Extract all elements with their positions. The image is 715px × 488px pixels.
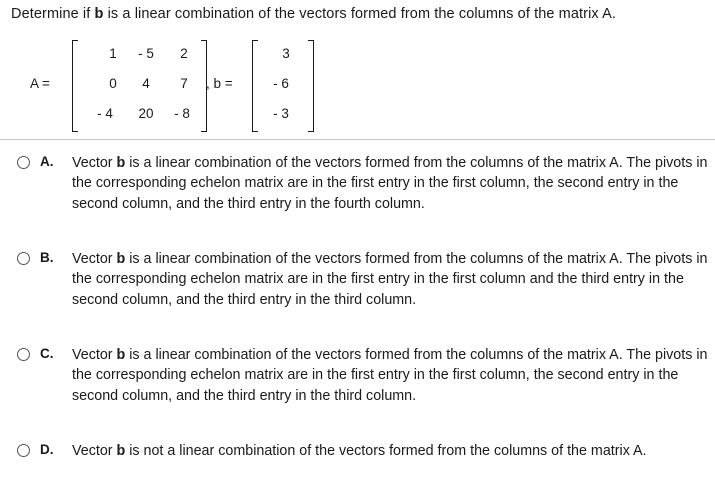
- option-text-bold: b: [116, 251, 126, 267]
- radio-button[interactable]: [17, 252, 30, 265]
- option-letter: A.: [40, 154, 54, 169]
- vector-b-right-bracket: [308, 40, 314, 132]
- question-suffix: is a linear combination of the vectors formed from the columns of the matrix A.: [103, 6, 616, 22]
- option-text-pre: Vector: [72, 155, 117, 171]
- option-letter: B.: [40, 250, 54, 265]
- matrix-a-cell: 20: [138, 106, 154, 121]
- vector-b-cell: - 6: [273, 76, 289, 91]
- radio-button[interactable]: [17, 444, 30, 457]
- option-c[interactable]: [14, 346, 708, 429]
- matrix-a-cell: - 4: [97, 106, 113, 121]
- radio-button[interactable]: [17, 156, 30, 169]
- matrix-a-cell: 0: [109, 76, 117, 91]
- option-a[interactable]: [14, 154, 708, 237]
- option-d[interactable]: [14, 443, 704, 485]
- option-text-bold: b: [116, 347, 126, 363]
- matrix-a-cell: - 8: [174, 106, 190, 121]
- radio-button[interactable]: [17, 348, 30, 361]
- option-text-body: is not a linear combination of the vectors formed from the columns of the matrix A.: [125, 443, 647, 459]
- question-bold-var: b: [94, 6, 104, 22]
- matrix-a-cell: 1: [109, 46, 117, 61]
- option-text-body: is a linear combination of the vectors formed from the columns of the matrix A. The pivots in the corresponding echelon matrix are in the first entry in the first column and the third entry in the second column, and the third entry in the third column.: [72, 251, 708, 308]
- question-prefix: Determine if: [11, 6, 95, 22]
- option-text-body: is a linear combination of the vectors formed from the columns of the matrix A. The pivots in the corresponding echelon matrix are in the first entry in the first column, the second entry in the second column, and the third entry in the third column.: [72, 347, 708, 404]
- matrix-a-cell: 7: [180, 76, 188, 91]
- option-text-bold: b: [116, 155, 126, 171]
- option-text: [72, 345, 708, 406]
- matrix-a-cell: 2: [180, 46, 188, 61]
- vector-b-cell: - 3: [273, 106, 289, 121]
- matrix-a-cell: 4: [142, 76, 150, 91]
- option-text: [72, 441, 708, 461]
- divider-line: [0, 139, 715, 140]
- option-text-pre: Vector: [72, 251, 117, 267]
- matrix-a-cell: - 5: [138, 46, 154, 61]
- option-text: [72, 249, 708, 310]
- vector-b-left-bracket: [252, 40, 258, 132]
- option-letter: C.: [40, 346, 54, 361]
- option-text: [72, 153, 708, 214]
- vector-b-label: , b =: [206, 76, 233, 91]
- matrix-display: [0, 0, 715, 140]
- vector-b-cell: 3: [282, 46, 290, 61]
- matrix-a-left-bracket: [72, 40, 78, 132]
- option-text-bold: b: [116, 443, 126, 459]
- option-text-pre: Vector: [72, 443, 117, 459]
- option-text-pre: Vector: [72, 347, 117, 363]
- matrix-a-label: A =: [30, 76, 50, 91]
- option-letter: D.: [40, 442, 54, 457]
- option-text-body: is a linear combination of the vectors formed from the columns of the matrix A. The pivots in the corresponding echelon matrix are in the first entry in the first column, the second entry in the second column, and the third entry in the fourth column.: [72, 155, 708, 212]
- option-b[interactable]: [14, 250, 708, 333]
